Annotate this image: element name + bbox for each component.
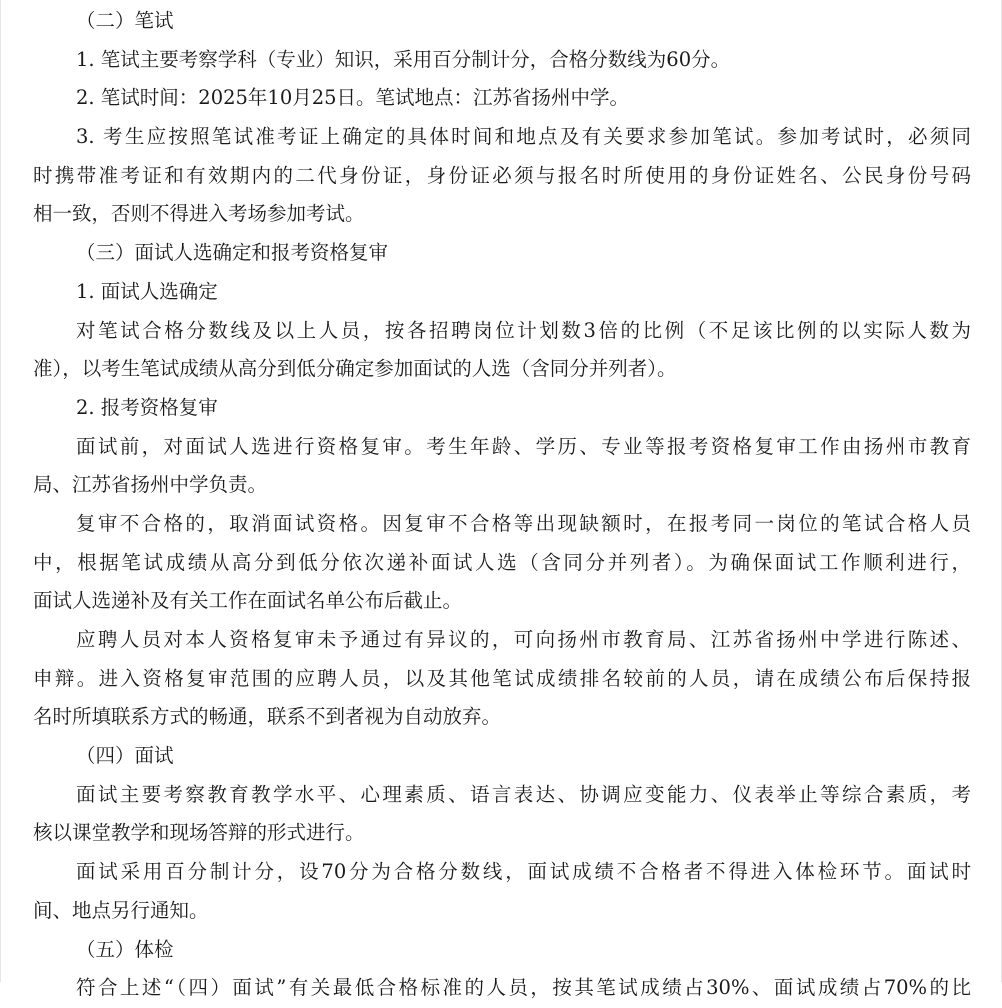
interview-p2-line-1: 面试采用百分制计分，设70分为合格分数线，面试成绩不合格者不得进入体检环节。面试时 <box>76 860 971 884</box>
document-body <box>33 0 971 1008</box>
interview-p1-line-2: 核以课堂教学和现场答辩的形式进行。 <box>33 821 365 845</box>
qualification-review-p3-line-1: 应聘人员对本人资格复审未予通过有异议的，可向扬州市教育局、江苏省扬州中学进行陈述、 <box>76 628 971 651</box>
subsection-title-qualification-review: 2. 报考资格复审 <box>76 395 218 419</box>
section-heading-physical-exam: （五）体检 <box>76 937 174 961</box>
qualification-review-p2-line-3: 面试人选递补及有关工作在面试名单公布后截止。 <box>33 589 463 613</box>
interview-p1-line-1: 面试主要考察教育教学水平、心理素质、语言表达、协调应变能力、仪表举止等综合素质，考 <box>76 782 971 806</box>
subsection-title-candidate-selection: 1. 面试人选确定 <box>76 279 218 303</box>
written-exam-item-3-line-3: 相一致，否则不得进入考场参加考试。 <box>33 202 365 226</box>
written-exam-item-1: 1. 笔试主要考察学科（专业）知识，采用百分制计分，合格分数线为60分。 <box>76 47 731 71</box>
physical-exam-p1-line-1-partial: 符合上述“（四）面试”有关最低合格标准的人员，按其笔试成绩占30%、面试成绩占70%的比 <box>76 976 971 1000</box>
qualification-review-p2-line-1: 复审不合格的，取消面试资格。因复审不合格等出现缺额时，在报考同一岗位的笔试合格人员 <box>76 511 971 535</box>
interview-p2-line-2: 间、地点另行通知。 <box>33 898 209 922</box>
qualification-review-p1-line-1: 面试前，对面试人选进行资格复审。考生年龄、学历、专业等报考资格复审工作由扬州市教育 <box>76 434 971 458</box>
section-heading-interview: （四）面试 <box>76 744 174 768</box>
qualification-review-p1-line-2: 局、江苏省扬州中学负责。 <box>33 473 268 497</box>
qualification-review-p3-line-3: 名时所填联系方式的畅通，联系不到者视为自动放弃。 <box>33 705 502 729</box>
section-heading-interview-selection: （三）面试人选确定和报考资格复审 <box>76 241 389 265</box>
candidate-selection-line-1: 对笔试合格分数线及以上人员，按各招聘岗位计划数3倍的比例（不足该比例的以实际人数为 <box>76 318 971 342</box>
qualification-review-p2-line-2: 中，根据笔试成绩从高分到低分依次递补面试人选（含同分并列者）。为确保面试工作顺利进行， <box>33 550 971 574</box>
written-exam-item-3-line-1: 3. 考生应按照笔试准考证上确定的具体时间和地点及有关要求参加笔试。参加考试时，必须同 <box>76 125 971 149</box>
candidate-selection-line-2: 准），以考生笔试成绩从高分到低分确定参加面试的人选（含同分并列者）。 <box>33 357 677 381</box>
qualification-review-p3-line-2: 申辩。进入资格复审范围的应聘人员，以及其他笔试成绩排名较前的人员，请在成绩公布后保持报 <box>33 666 971 690</box>
written-exam-item-3-line-2: 时携带准考证和有效期内的二代身份证，身份证必须与报名时所使用的身份证姓名、公民身份号码 <box>33 163 971 187</box>
section-heading-written-exam: （二）笔试 <box>76 9 174 32</box>
written-exam-item-2: 2. 笔试时间：2025年10月25日。笔试地点：江苏省扬州中学。 <box>76 86 630 110</box>
